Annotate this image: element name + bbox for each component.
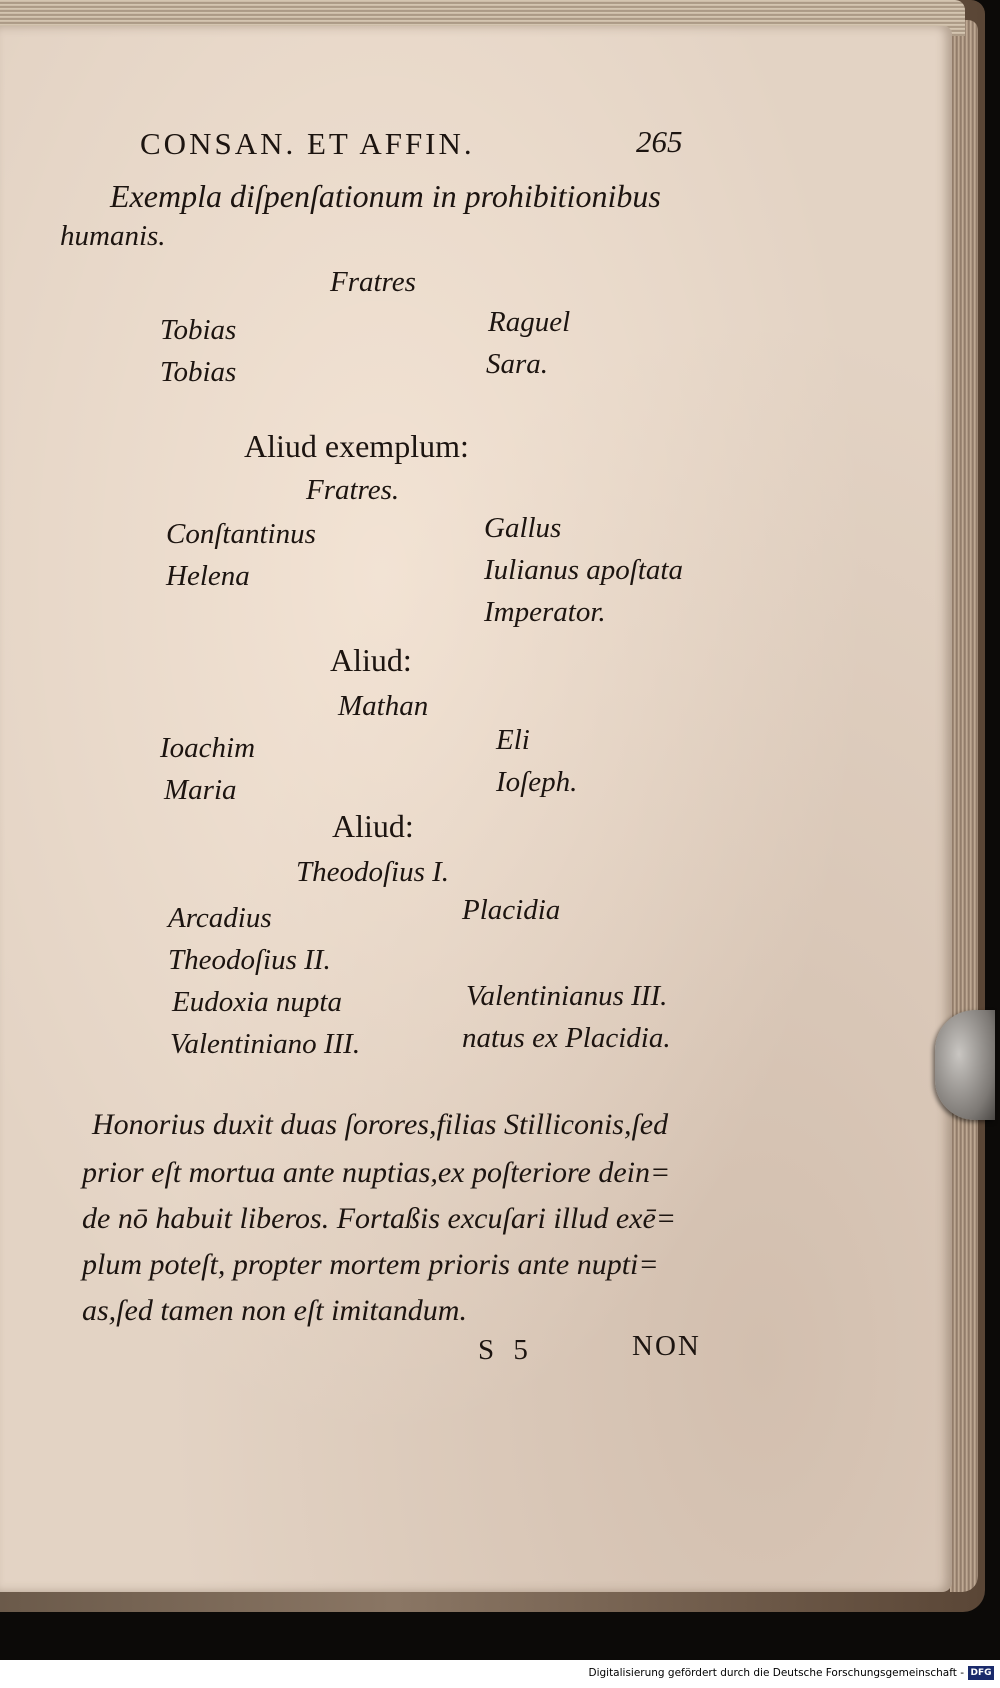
paragraph-line-2: prior eſt mortua ante nuptias,ex poſteriore dein= — [82, 1156, 671, 1189]
example-2-heading: Fratres. — [306, 474, 400, 506]
example-1-left-1: Tobias — [160, 314, 237, 346]
example-2-left-2: Helena — [166, 560, 250, 592]
intro-line-1: Exempla diſpenſationum in prohibitionibus — [110, 178, 661, 214]
catchword: NON — [632, 1330, 701, 1362]
paragraph-line-1: Honorius duxit duas ſorores,filias Stilliconis,ſed — [92, 1108, 669, 1141]
example-1-right-2: Sara. — [486, 348, 549, 380]
book-page — [0, 26, 952, 1592]
example-3-title: Aliud: — [330, 642, 412, 678]
example-4-title: Aliud: — [332, 808, 414, 844]
example-4-left-4: Valentiniano III. — [170, 1028, 361, 1060]
example-3-left-2: Maria — [164, 774, 237, 806]
paragraph-line-4: plum poteſt, propter mortem prioris ante nupti= — [82, 1248, 659, 1281]
example-1-heading: Fratres — [330, 266, 416, 298]
signature-mark: S 5 — [478, 1334, 534, 1366]
example-3-heading: Mathan — [338, 690, 429, 722]
example-1-right-1: Raguel — [488, 306, 571, 338]
example-3-right-1: Eli — [496, 724, 530, 756]
example-3-right-2: Ioſeph. — [496, 766, 578, 798]
footer-bar — [0, 1660, 1000, 1688]
intro-line-2: humanis. — [60, 220, 166, 252]
paragraph-line-5: as,ſed tamen non eſt imitandum. — [82, 1294, 467, 1327]
example-4-heading: Theodoſius I. — [296, 856, 450, 888]
example-2-title: Aliud exemplum: — [244, 428, 469, 464]
page-number: 265 — [636, 124, 683, 159]
example-4-left-1: Arcadius — [168, 902, 272, 934]
example-4-right-2: Valentinianus III. — [466, 980, 668, 1012]
example-4-left-3: Eudoxia nupta — [172, 986, 342, 1018]
example-4-right-1: Placidia — [462, 894, 561, 926]
book-clasp — [935, 1010, 995, 1120]
example-3-left-1: Ioachim — [160, 732, 256, 764]
footer-credit: Digitalisierung gefördert durch die Deutsche Forschungsgemeinschaft - — [588, 1667, 964, 1679]
example-2-right-1: Gallus — [484, 512, 562, 544]
example-2-right-2: Iulianus apoſtata — [484, 554, 683, 586]
example-1-left-2: Tobias — [160, 356, 237, 388]
dfg-logo: DFG — [968, 1666, 994, 1680]
page-edges — [950, 20, 978, 1592]
paragraph-line-3: de nō habuit liberos. Fortaßis excuſari illud exē= — [82, 1202, 677, 1235]
running-title: CONSAN. ET AFFIN. — [140, 126, 475, 161]
example-2-left-1: Conſtantinus — [166, 518, 316, 550]
example-4-left-2: Theodoſius II. — [168, 944, 331, 976]
example-4-right-3: natus ex Placidia. — [462, 1022, 671, 1054]
example-2-right-3: Imperator. — [484, 596, 606, 628]
